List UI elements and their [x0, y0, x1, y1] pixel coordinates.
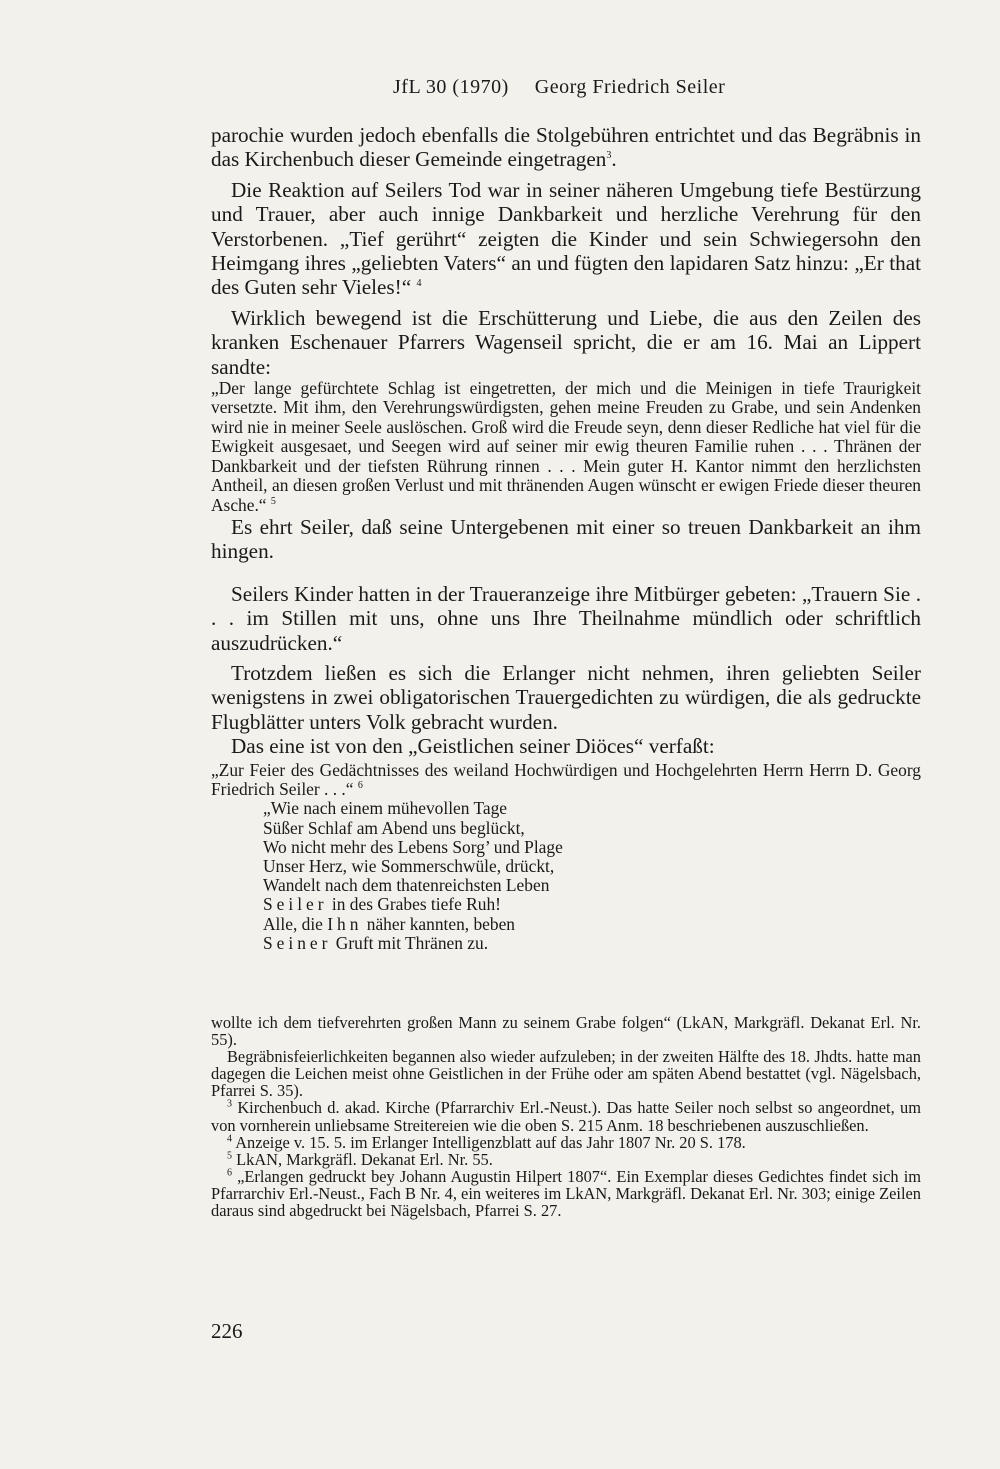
verse-line: Wandelt nach dem thatenreichsten Leben — [263, 875, 550, 896]
footnote-ref: 3 — [606, 150, 612, 162]
page-number: 226 — [211, 1319, 243, 1343]
block-quote-title: „Zur Feier des Gedächtnisses des weiland Hochwürdigen und Hochgelehrten Herrn Herrn D. Georg Friedrich Seiler . . .“ $^6$ — [211, 759, 921, 799]
paragraph-1: parochie wurden jedoch ebenfalls die Stolgebühren entrichtet und das Begräbnis in das Kirchenbuch dieser Gemeinde eingetragen$^3$. — [211, 123, 921, 172]
verse-line: Seiler in des Grabes tiefe Ruh! — [263, 894, 501, 915]
footnote-continued-2: Begräbnisfeierlichkeiten begannen also wieder aufzuleben; in der zweiten Hälfte des 18. Jhdts. hatte man dagegen die Leichen meist ohne Geistlichen in der Frühe oder am späten Abend bestattet (vgl. Nägelsbach, Pfarrei S. 35). — [211, 1047, 921, 1101]
verse-line: Unser Herz, wie Sommerschwüle, drückt, — [263, 855, 555, 876]
verse-line: Seiner Gruft mit Thränen zu. — [263, 932, 489, 953]
footnote-ref: 4 — [416, 278, 422, 290]
footnote-5: $^5$ LkAN, Markgräfl. Dekanat Erl. Nr. 55. — [227, 1149, 493, 1169]
footnote-3: $^3$ Kirchenbuch d. akad. Kirche (Pfarrarchiv Erl.-Neust.). Das hatte Seiler noch selbst so angeordnet, um von vornherein unliebsame Streitereien wie die oben S. 215 Anm. 18 beschriebenen auszuschließen. — [211, 1098, 921, 1135]
paragraph-7: Das eine ist von den „Geistlichen seiner Diöces“ verfaßt: — [231, 734, 715, 759]
verse-line: Wo nicht mehr des Lebens Sorg’ und Plage — [263, 836, 563, 857]
journal-reference: JfL 30 (1970) — [393, 76, 509, 98]
footnote-6: $^6$ „Erlangen gedruckt bey Johann Augustin Hilpert 1807“. Ein Exemplar dieses Gedichtes findet sich im Pfarrarchiv Erl.-Neust., Fach B Nr. 4, ein weiteres im LkAN, Markgräfl. Dekanat Erl. Nr. 303; einige Zeilen daraus sind abgedruckt bei Nägelsbach, Pfarrei S. 27. — [211, 1166, 922, 1221]
paragraph-4: Es ehrt Seiler, daß seine Untergebenen mit einer so treuen Dankbarkeit an ihm hingen. — [211, 514, 921, 564]
poem-verse — [263, 799, 921, 953]
paragraph-3: Wirklich bewegend ist die Erschütterung und Liebe, die aus den Zeilen des kranken Eschenauer Pfarrers Wagenseil spricht, die er am 16. Mai an Lippert sandte: — [211, 305, 921, 379]
paragraph-2: Die Reaktion auf Seilers Tod war in seiner näheren Umgebung tiefe Bestürzung und Trauer, aber auch innige Dankbarkeit und herzliche Verehrung für den Verstorbenen. „Tief gerührt“ zeigten die Kinder und sein Schwiegersohn den Heimgang ihres „geliebten Vaters“ an und fügten den lapidaren Satz hinzu: „Er that des Guten sehr Vieles!“ $^4$ — [211, 177, 921, 300]
header-author: Georg Friedrich Seiler — [534, 76, 726, 98]
main-text — [211, 123, 921, 953]
footnote-continued: wollte ich dem tiefverehrten großen Mann zu seinem Grabe folgen“ (LkAN, Markgräfl. Dekanat Erl. Nr. 55). — [211, 1013, 921, 1050]
verse-line: Süßer Schlaf am Abend uns beglückt, — [263, 817, 525, 838]
paragraph-6: Trotzdem ließen es sich die Erlanger nicht nehmen, ihren geliebten Seiler wenigstens in zwei obligatorischen Trauergedichten zu würdigen, die als gedruckte Flugblätter unters Volk gebracht wurden. — [211, 660, 921, 734]
footnotes — [211, 1014, 921, 1219]
footnote-ref: 5 — [270, 495, 276, 507]
footnote-4: $^4$ Anzeige v. 15. 5. im Erlanger Intelligenzblatt auf das Jahr 1807 Nr. 20 S. 178. — [227, 1132, 746, 1152]
footnote-ref: 6 — [357, 780, 363, 792]
running-header — [393, 76, 725, 99]
verse-line: Alle, die Ihn näher kannten, beben — [263, 913, 516, 934]
block-quote-letter: „Der lange gefürchtete Schlag ist eingetretten, der mich und die Meinigen in tiefe Traurigkeit versetzte. Mit ihm, den Verehrungswürdigsten, gehen meine Freuden zu Grabe, und sein Andenken wird nie in meiner Seele auslöschen. Groß wird die Freude seyn, denn dieser Redliche hat viel für die Ewigkeit ausgesaet, und Seegen wird auf seiner mir ewig theuren Familie ruhen . . . Thränen der Dankbarkeit und der tiefsten Rührung rinnen . . . Mein guter H. Kantor nimmt den herzlichsten Antheil, an diesen großen Verlust und mit thränenden Augen wünscht er ewigen Friede dieser theuren Asche.“ $^5$ — [211, 378, 921, 515]
verse-line: „Wie nach einem mühevollen Tage — [263, 798, 508, 819]
paragraph-5: Seilers Kinder hatten in der Traueranzeige ihre Mitbürger gebeten: „Trauern Sie . . . im Stillen mit uns, ohne uns Ihre Theilnahme mündlich oder schriftlich auszudrücken.“ — [211, 581, 921, 655]
